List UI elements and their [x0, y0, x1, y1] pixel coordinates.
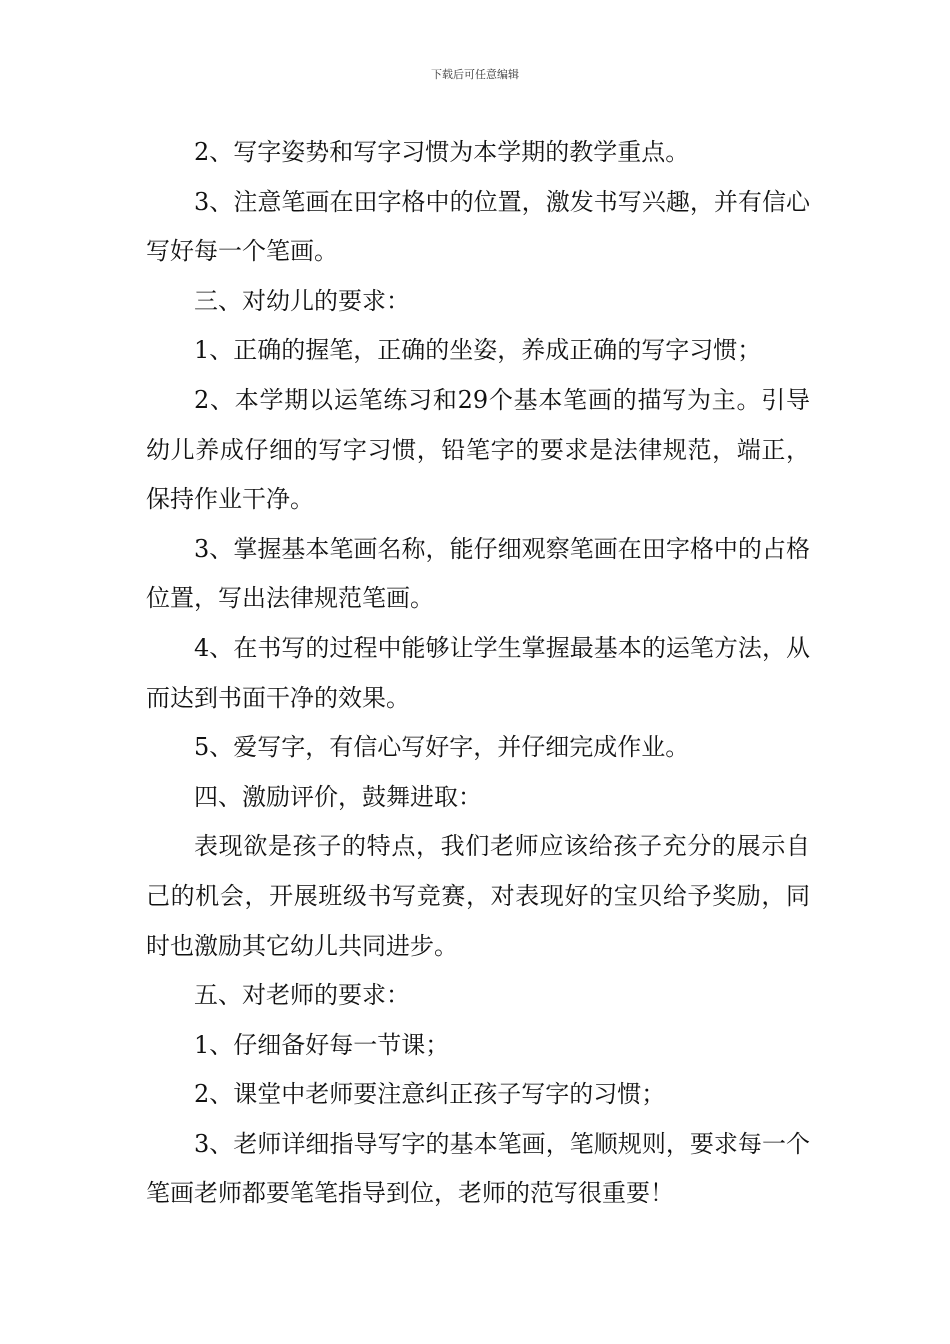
paragraph-7: 4、在书写的过程中能够让学生掌握最基本的运笔方法，从而达到书面干净的效果。: [146, 633, 810, 712]
paragraph-2: 3、注意笔画在田字格中的位置，激发书写兴趣，并有信心写好每一个笔画。: [146, 187, 810, 266]
paragraph-5: 2、本学期以运笔练习和29个基本笔画的描写为主。引导幼儿养成仔细的写字习惯，铅笔字的要求是法律规范，端正，保持作业干净。: [146, 385, 810, 514]
section-heading-3: 三、对幼儿的要求：: [194, 286, 410, 315]
paragraph-10: 表现欲是孩子的特点，我们老师应该给孩子充分的展示自己的机会，开展班级书写竞赛，对表现好的宝贝给予奖励，同时也激励其它幼儿共同进步。: [146, 832, 810, 960]
paragraph-4: 1、正确的握笔，正确的坐姿，养成正确的写字习惯；: [194, 336, 762, 365]
paragraph-12: 1、仔细备好每一节课；: [194, 1030, 450, 1059]
paragraph-1: 2、写字姿势和写字习惯为本学期的教学重点。: [194, 138, 690, 166]
section-heading-5: 五、对老师的要求：: [194, 981, 410, 1010]
paragraph-14: 3、老师详细指导写字的基本笔画，笔顺规则，要求每一个笔画老师都要笔笔指导到位，老师的范写很重要！: [146, 1129, 810, 1208]
page-header-note: 下载后可任意编辑: [431, 68, 519, 81]
section-heading-4: 四、激励评价，鼓舞进取：: [194, 782, 482, 811]
paragraph-6: 3、掌握基本笔画名称，能仔细观察笔画在田字格中的占格位置，写出法律规范笔画。: [146, 534, 810, 613]
paragraph-8: 5、爱写字，有信心写好字，并仔细完成作业。: [194, 733, 690, 762]
paragraph-13: 2、课堂中老师要注意纠正孩子写字的习惯；: [194, 1080, 666, 1109]
document-body: [146, 128, 810, 1219]
